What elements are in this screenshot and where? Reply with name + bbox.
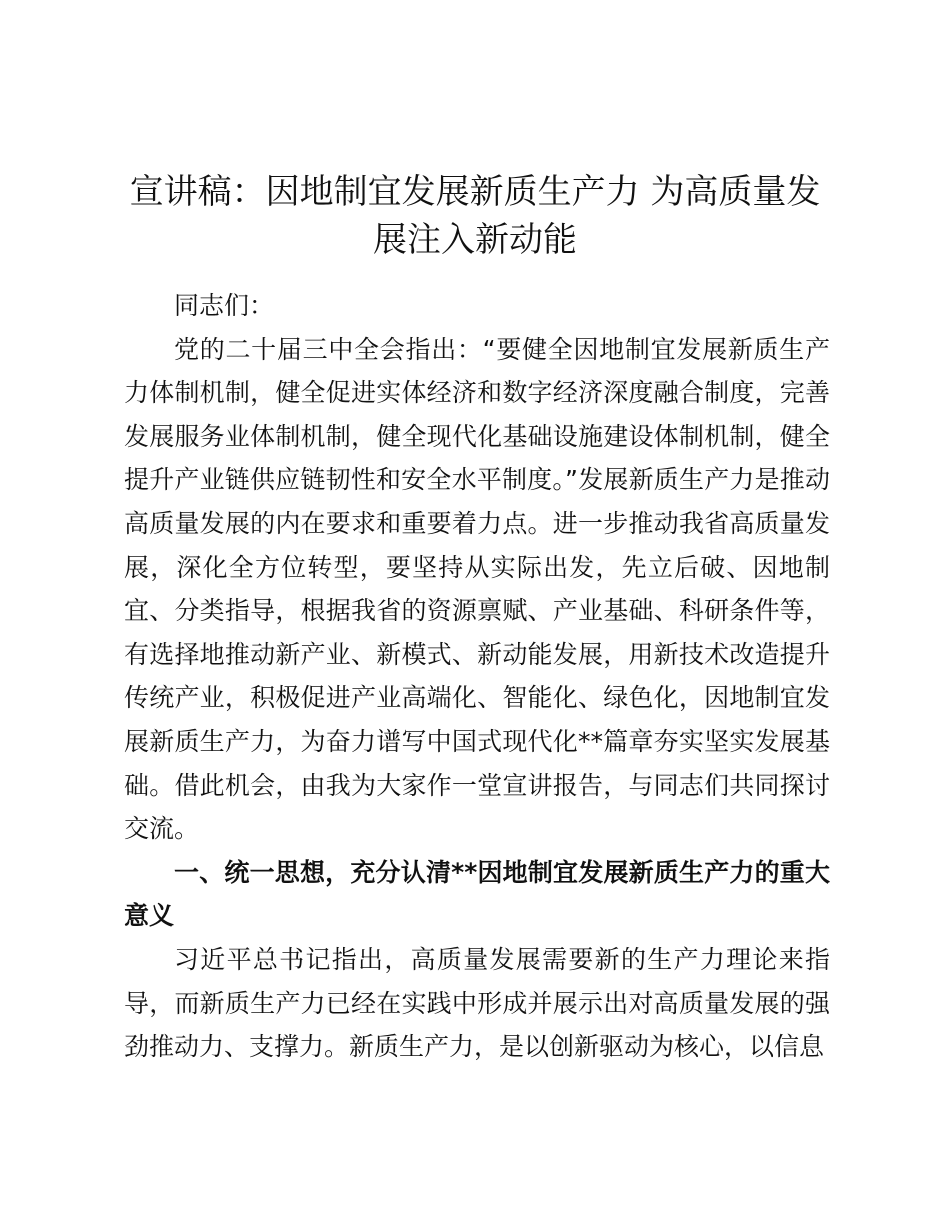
- intro-paragraph: 党的二十届三中全会指出：“要健全因地制宜发展新质生产力体制机制，健全促进实体经济和数字经济深度融合制度，完善发展服务业体制机制，健全现代化基础设施建设体制机制，健全提升产业链供应链韧性和安全水平制度。”发展新质生产力是推动高质量发展的内在要求和重要着力点。进一步推动我省高质量发展，深化全方位转型，要坚持从实际出发，先立后破、因地制宜、分类指导，根据我省的资源禀赋、产业基础、科研条件等，有选择地推动新产业、新模式、新动能发展，用新技术改造提升传统产业，积极促进产业高端化、智能化、绿色化，因地制宜发展新质生产力，为奋力谱写中国式现代化**篇章夯实坚实发展基础。借此机会，由我为大家作一堂宣讲报告，与同志们共同探讨交流。: [124, 334, 830, 844]
- body-paragraph: 习近平总书记指出，高质量发展需要新的生产力理论来指导，而新质生产力已经在实践中形成并展示出对高质量发展的强劲推动力、支撑力。新质生产力，是以创新驱动为核心，以信息: [124, 944, 830, 1062]
- section-heading: 一、统一思想，充分认清**因地制宜发展新质生产力的重大意义: [124, 857, 830, 931]
- salutation-paragraph: 同志们：: [174, 291, 275, 320]
- document-body: [124, 284, 830, 1069]
- document-title: 宣讲稿：因地制宜发展新质生产力 为高质量发展注入新动能: [129, 172, 821, 260]
